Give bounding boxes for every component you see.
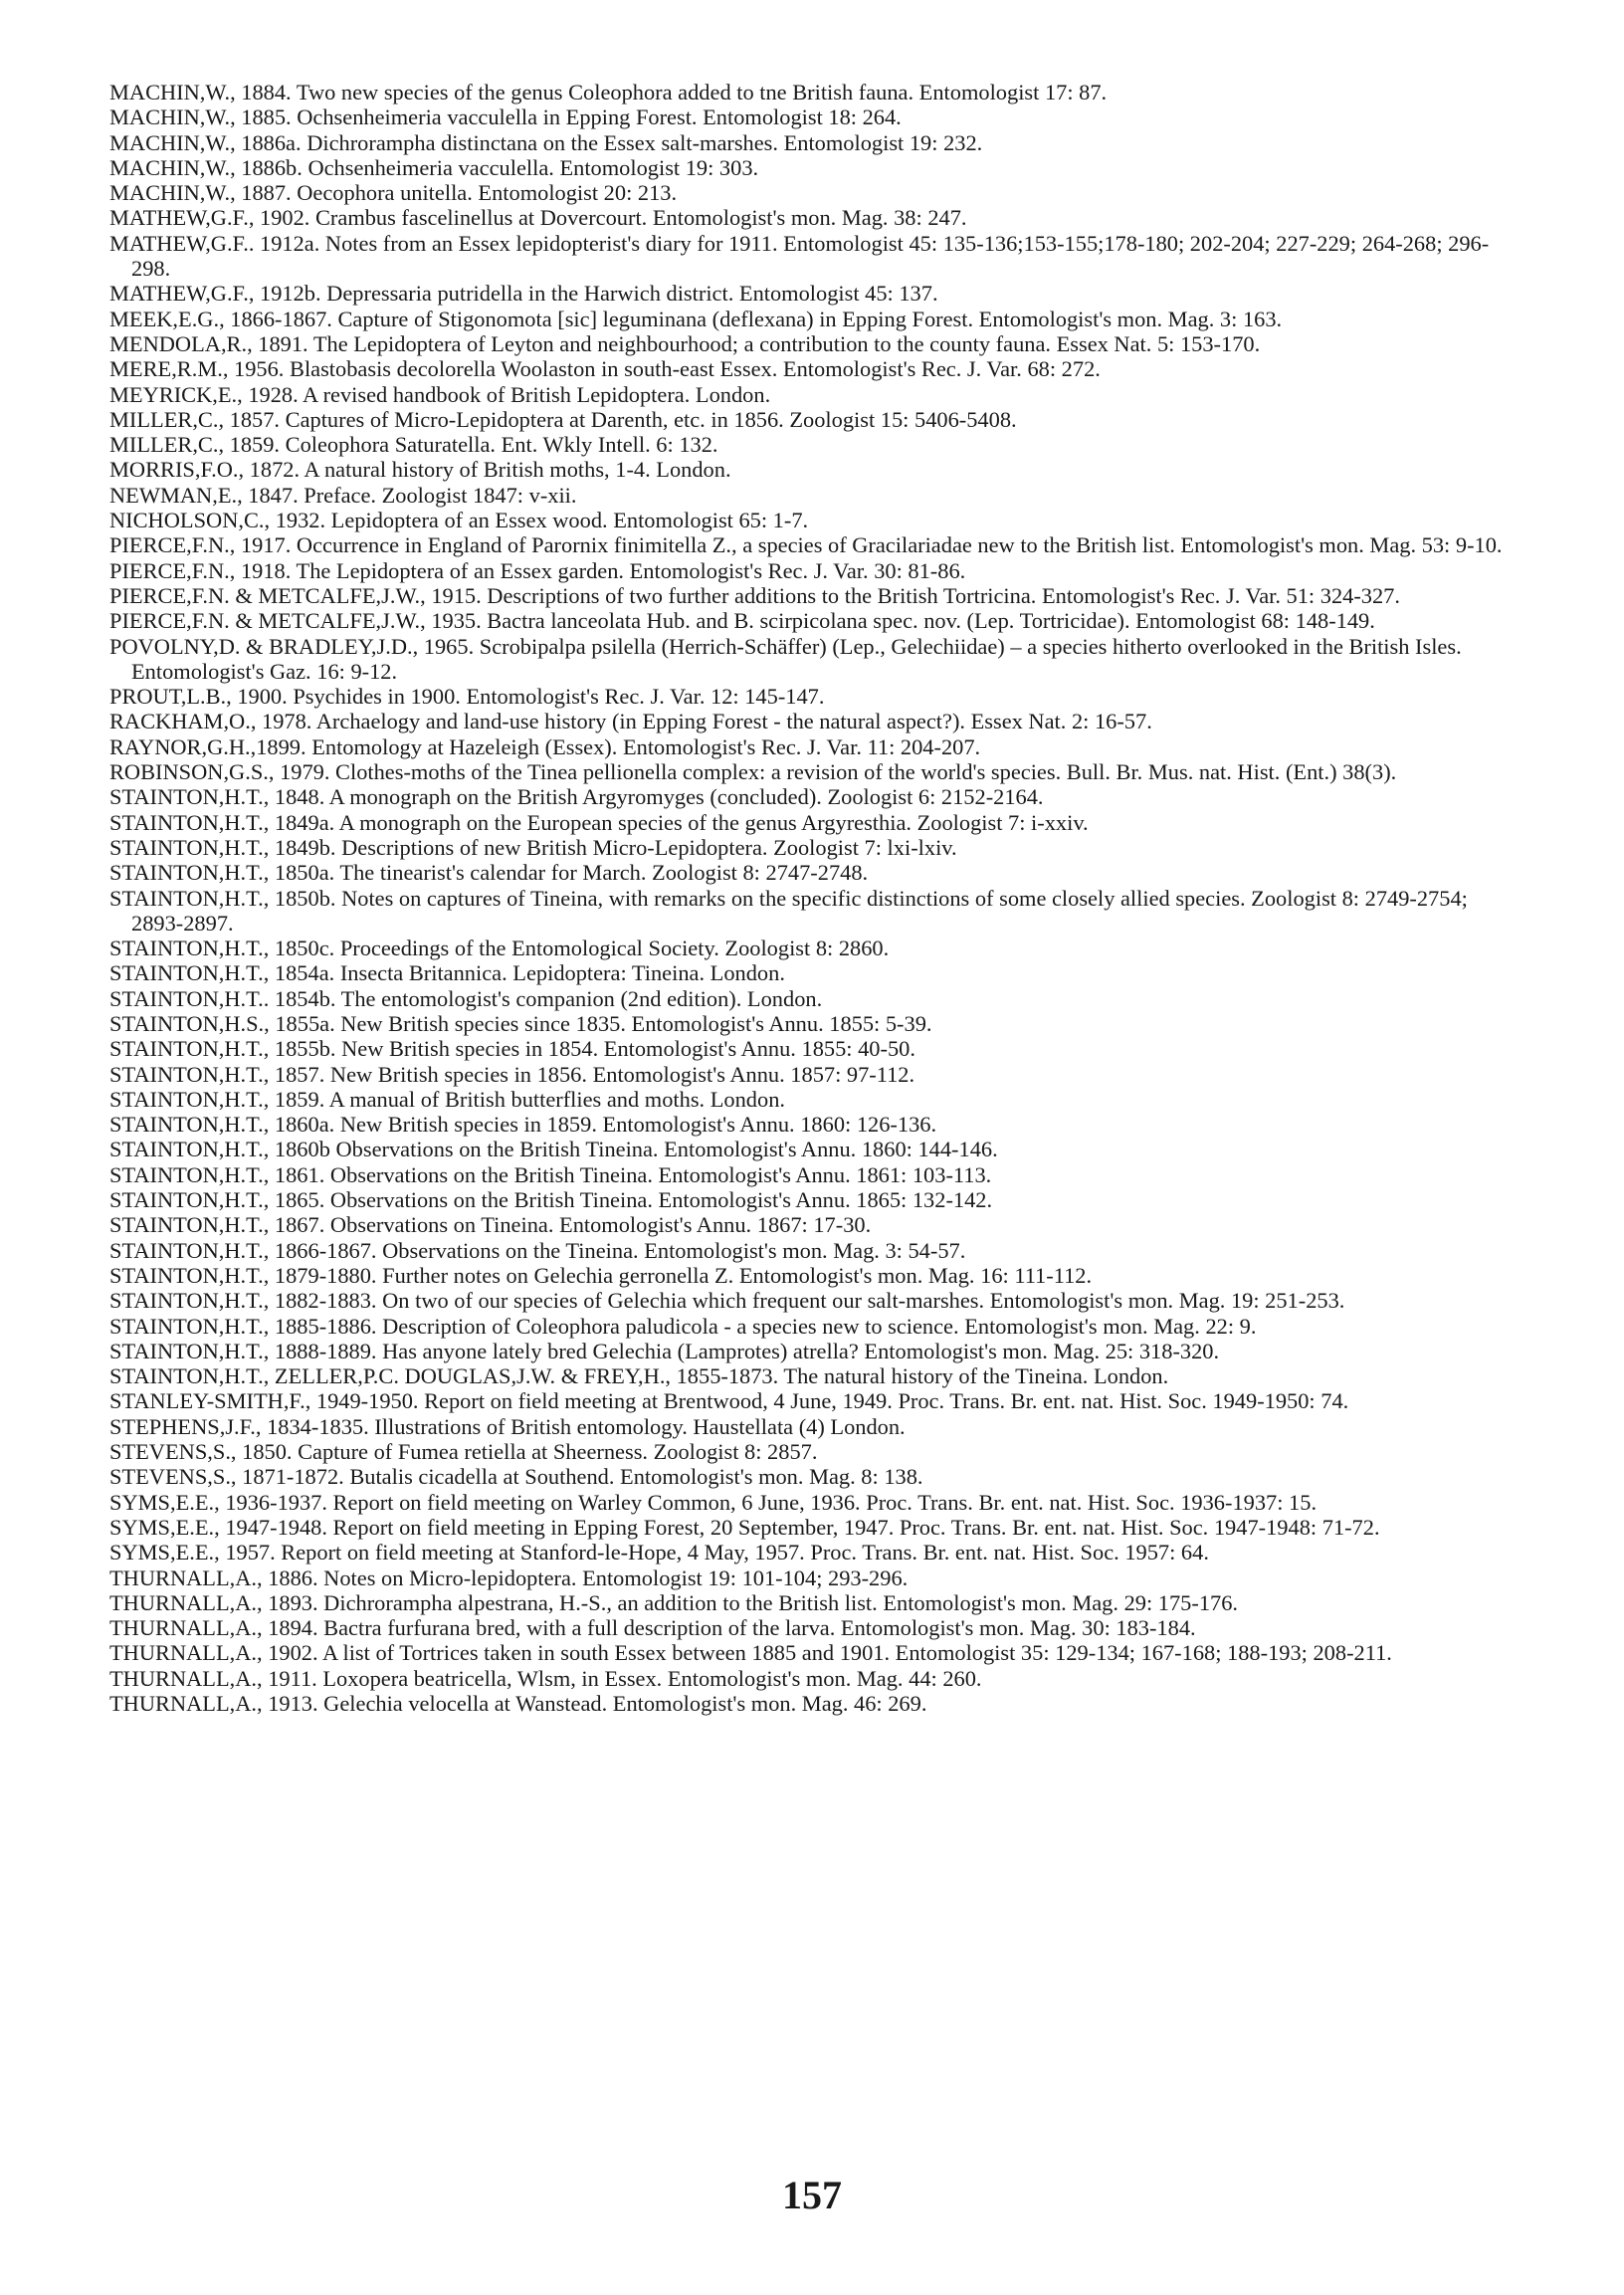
reference-entry: MORRIS,F.O., 1872. A natural history of British moths, 1-4. London. [109,457,731,483]
page-number: 157 [782,2173,842,2217]
reference-entry: STANLEY-SMITH,F., 1949-1950. Report on field meeting at Brentwood, 4 June, 1949. Proc. Trans. Br. ent. nat. Hist. Soc. 1949-1950: 74. [109,1388,1349,1414]
reference-entry: NEWMAN,E., 1847. Preface. Zoologist 1847: v-xii. [109,482,577,508]
reference-entry: MATHEW,G.F., 1902. Crambus fascelinellus at Dovercourt. Entomologist's mon. Mag. 38: 247. [109,205,967,231]
reference-entry: MATHEW,G.F., 1912b. Depressaria putridella in the Harwich district. Entomologist 45: 137. [109,281,938,307]
reference-entry: PIERCE,F.N., 1918. The Lepidoptera of an Essex garden. Entomologist's Rec. J. Var. 30: 81-86. [109,557,966,583]
reference-entry: STEVENS,S., 1850. Capture of Fumea retiella at Sheerness. Zoologist 8: 2857. [109,1439,818,1465]
reference-entry: STAINTON,H.T., 1885-1886. Description of Coleophora paludicola - a species new to science. Entomologist's mon. Mag. 22: 9. [109,1313,1257,1339]
reference-entry: RAYNOR,G.H.,1899. Entomology at Hazeleigh (Essex). Entomologist's Rec. J. Var. 11: 204-207. [109,733,981,759]
reference-entry: PROUT,L.B., 1900. Psychides in 1900. Entomologist's Rec. J. Var. 12: 145-147. [109,684,825,710]
reference-entry: STAINTON,H.T., 1860b Observations on the British Tineina. Entomologist's Annu. 1860: 144-146. [109,1137,998,1162]
reference-list [109,80,1515,1716]
reference-entry: STAINTON,H.T., 1854a. Insecta Britannica. Lepidoptera: Tineina. London. [109,960,785,986]
reference-entry: STEVENS,S., 1871-1872. Butalis cicadella at Southend. Entomologist's mon. Mag. 8: 138. [109,1464,923,1490]
reference-entry: SYMS,E.E., 1936-1937. Report on field meeting on Warley Common, 6 June, 1936. Proc. Trans. Br. ent. nat. Hist. Soc. 1936-1937: 15. [109,1489,1318,1515]
reference-entry: MACHIN,W., 1885. Ochsenheimeria vacculella in Epping Forest. Entomologist 18: 264. [109,104,902,130]
reference-entry: STAINTON,H.T., 1865. Observations on the British Tineina. Entomologist's Annu. 1865: 132-142. [109,1187,993,1213]
reference-entry: STAINTON,H.T., 1849a. A monograph on the European species of the genus Argyresthia. Zoologist 7: i-xxiv. [109,809,1089,835]
reference-entry: POVOLNY,D. & BRADLEY,J.D., 1965. Scrobipalpa psilella (Herrich-Schäffer) (Lep., Gelechiidae) – a species hitherto overlooked in the British Isles. Entomologist's Gaz. 16: 9-12. [109,633,1462,684]
reference-entry: THURNALL,A., 1894. Bactra furfurana bred, with a full description of the larva. Entomologist's mon. Mag. 30: 183-184. [109,1615,1196,1641]
reference-entry: STAINTON,H.T., 1850c. Proceedings of the Entomological Society. Zoologist 8: 2860. [109,936,890,961]
reference-entry: MEEK,E.G., 1866-1867. Capture of Stigonomota [sic] leguminana (deflexana) in Epping Forest. Entomologist's mon. Mag. 3: 163. [109,306,1283,331]
reference-entry: THURNALL,A., 1886. Notes on Micro-lepidoptera. Entomologist 19: 101-104; 293-296. [109,1565,909,1590]
reference-entry: STAINTON,H.T., 1857. New British species in 1856. Entomologist's Annu. 1857: 97-112. [109,1061,915,1087]
reference-entry: STAINTON,H.T., 1850a. The tinearist's calendar for March. Zoologist 8: 2747-2748. [109,860,869,886]
reference-entry: THURNALL,A., 1911. Loxopera beatricella, Wlsm, in Essex. Entomologist's mon. Mag. 44: 260. [109,1665,982,1691]
reference-entry: SYMS,E.E., 1947-1948. Report on field meeting in Epping Forest, 20 September, 1947. Proc. Trans. Br. ent. nat. Hist. Soc. 1947-1948: 71-72. [109,1514,1380,1540]
reference-entry: RACKHAM,O., 1978. Archaelogy and land-use history (in Epping Forest - the natural aspect?). Essex Nat. 2: 16-57. [109,709,1152,734]
reference-entry: STEPHENS,J.F., 1834-1835. Illustrations of British entomology. Haustellata (4) London. [109,1413,906,1439]
reference-entry: STAINTON,H.T., 1867. Observations on Tineina. Entomologist's Annu. 1867: 17-30. [109,1212,872,1238]
reference-entry: SYMS,E.E., 1957. Report on field meeting at Stanford-le-Hope, 4 May, 1957. Proc. Trans. Br. ent. nat. Hist. Soc. 1957: 64. [109,1540,1209,1565]
reference-entry: STAINTON,H.T., 1848. A monograph on the British Argyromyges (concluded). Zoologist 6: 2152-2164. [109,784,1044,810]
reference-entry: STAINTON,H.T., 1882-1883. On two of our species of Gelechia which frequent our salt-marshes. Entomologist's mon. Mag. 19: 251-253. [109,1288,1345,1314]
reference-entry: PIERCE,F.N., 1917. Occurrence in England of Parornix finimitella Z., a species of Gracilariadae new to the British list. Entomologist's mon. Mag. 53: 9-10. [109,532,1503,558]
reference-entry: STAINTON,H.T., 1850b. Notes on captures of Tineina, with remarks on the specific distinctions of some closely allied species. Zoologist 8: 2749-2754; 2893-2897. [109,885,1468,936]
reference-entry: STAINTON,H.T., 1888-1889. Has anyone lately bred Gelechia (Lamprotes) atrella? Entomologist's mon. Mag. 25: 318-320. [109,1338,1220,1363]
reference-entry: MILLER,C., 1857. Captures of Micro-Lepidoptera at Darenth, etc. in 1856. Zoologist 15: 5406-5408. [109,406,1017,432]
reference-entry: MACHIN,W., 1886a. Dichrorampha distinctana on the Essex salt-marshes. Entomologist 19: 232. [109,129,983,155]
reference-entry: THURNALL,A., 1913. Gelechia velocella at Wanstead. Entomologist's mon. Mag. 46: 269. [109,1691,927,1716]
reference-entry: STAINTON,H.T., 1849b. Descriptions of new British Micro-Lepidoptera. Zoologist 7: lxi-lxiv. [109,834,957,860]
reference-entry: STAINTON,H.S., 1855a. New British species since 1835. Entomologist's Annu. 1855: 5-39. [109,1010,932,1036]
reference-entry: STAINTON,H.T., 1855b. New British species in 1854. Entomologist's Annu. 1855: 40-50. [109,1036,915,1062]
reference-entry: PIERCE,F.N. & METCALFE,J.W., 1935. Bactra lanceolata Hub. and B. scirpicolana spec. nov. (Lep. Tortricidae). Entomologist 68: 148-149. [109,608,1375,634]
reference-entry: MENDOLA,R., 1891. The Lepidoptera of Leyton and neighbourhood; a contribution to the county fauna. Essex Nat. 5: 153-170. [109,330,1261,356]
reference-entry: PIERCE,F.N. & METCALFE,J.W., 1915. Descriptions of two further additions to the British Tortricina. Entomologist's Rec. J. Var. 51: 324-327. [109,582,1400,608]
reference-entry: MERE,R.M., 1956. Blastobasis decolorella Woolaston in south-east Essex. Entomologist's Rec. J. Var. 68: 272. [109,356,1101,382]
reference-entry: STAINTON,H.T., 1859. A manual of British butterflies and moths. London. [109,1086,785,1112]
reference-entry: MEYRICK,E., 1928. A revised handbook of British Lepidoptera. London. [109,381,771,407]
reference-entry: THURNALL,A., 1893. Dichrorampha alpestrana, H.-S., an addition to the British list. Entomologist's mon. Mag. 29: 175-176. [109,1589,1239,1615]
reference-entry: STAINTON,H.T., 1860a. New British species in 1859. Entomologist's Annu. 1860: 126-136. [109,1112,937,1138]
reference-entry: MILLER,C., 1859. Coleophora Saturatella. Ent. Wkly Intell. 6: 132. [109,432,718,458]
reference-entry: NICHOLSON,C., 1932. Lepidoptera of an Essex wood. Entomologist 65: 1-7. [109,508,809,533]
reference-entry: ROBINSON,G.S., 1979. Clothes-moths of the Tinea pellionella complex: a revision of the world's species. Bull. Br. Mus. nat. Hist. (Ent.) 38(3). [109,759,1397,785]
reference-entry: STAINTON,H.T., 1866-1867. Observations on the Tineina. Entomologist's mon. Mag. 3: 54-57. [109,1237,966,1263]
reference-entry: STAINTON,H.T., 1861. Observations on the British Tineina. Entomologist's Annu. 1861: 103-113. [109,1161,992,1187]
reference-entry: MATHEW,G.F.. 1912a. Notes from an Essex lepidopterist's diary for 1911. Entomologist 45: 135-136;153-155;178-180; 202-204; 227-229; 264-268; 296-298. [109,230,1490,282]
reference-entry: MACHIN,W., 1886b. Ochsenheimeria vacculella. Entomologist 19: 303. [109,154,759,180]
reference-entry: MACHIN,W., 1887. Oecophora unitella. Entomologist 20: 213. [109,180,678,206]
reference-entry: MACHIN,W., 1884. Two new species of the genus Coleophora added to tne British fauna. Entomologist 17: 87. [109,80,1108,104]
reference-entry: STAINTON,H.T., 1879-1880. Further notes on Gelechia gerronella Z. Entomologist's mon. Mag. 16: 111-112. [109,1262,1093,1288]
reference-entry: THURNALL,A., 1902. A list of Tortrices taken in south Essex between 1885 and 1901. Entomologist 35: 129-134; 167-168; 188-193; 208-211. [109,1640,1392,1666]
reference-entry: STAINTON,H.T.. 1854b. The entomologist's companion (2nd edition). London. [109,985,823,1011]
reference-entry: STAINTON,H.T., ZELLER,P.C. DOUGLAS,J.W. & FREY,H., 1855-1873. The natural history of the Tineina. London. [109,1363,1169,1389]
